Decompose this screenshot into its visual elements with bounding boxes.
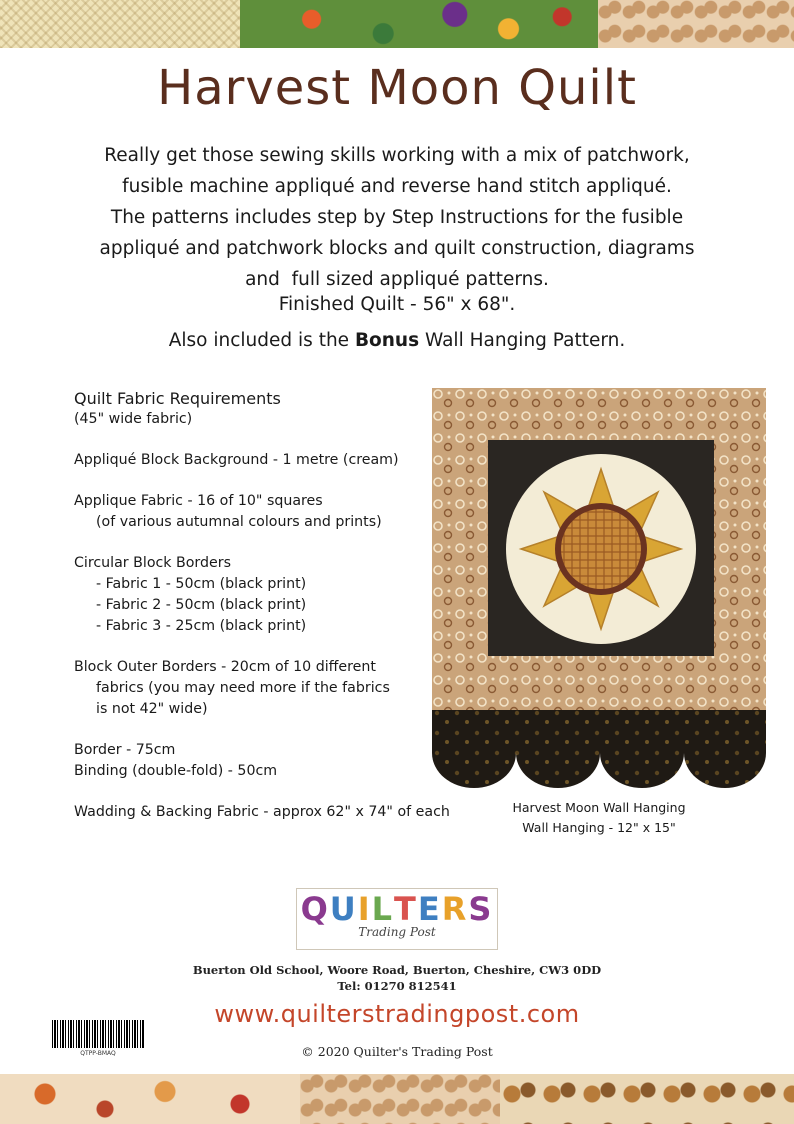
caption-size: Wall Hanging - 12" x 15" xyxy=(522,820,676,835)
autumn-floral-swatch xyxy=(0,1074,300,1124)
logo-letter: U xyxy=(329,890,358,928)
copyright: © 2020 Quilter's Trading Post xyxy=(301,1044,493,1059)
logo-letter: I xyxy=(357,890,372,928)
circular-borders-heading: Circular Block Borders xyxy=(74,555,231,571)
bonus-bold: Bonus xyxy=(354,330,420,351)
bonus-before: Also included is the xyxy=(168,330,355,351)
address-line: Buerton Old School, Woore Road, Buerton, Cheshire, CW3 0DD xyxy=(192,963,602,977)
leaf-fabric-swatch xyxy=(500,1074,794,1124)
fabric-requirements xyxy=(74,388,454,843)
logo-wordmark xyxy=(297,891,497,927)
logo-letter: E xyxy=(417,890,442,928)
outer-borders-line: fabrics (you may need more if the fabrics xyxy=(96,680,390,696)
logo-letter: L xyxy=(371,890,395,928)
intro-line: The patterns includes step by Step Instructions for the fusible xyxy=(110,207,684,228)
finished-size: Finished Quilt - 56" x 68". xyxy=(278,294,516,315)
intro-line: appliqué and patchwork blocks and quilt construction, diagrams xyxy=(99,238,695,259)
circular-item: - Fabric 1 - 50cm (black print) xyxy=(96,576,307,592)
wall-hanging-photo xyxy=(432,388,766,788)
logo-letter: T xyxy=(394,890,418,928)
circular-item: - Fabric 3 - 25cm (black print) xyxy=(96,618,307,634)
logo-letter: S xyxy=(468,890,494,928)
caption-title: Harvest Moon Wall Hanging xyxy=(512,800,686,815)
block-background-line: Appliqué Block Background - 1 metre (cream) xyxy=(74,452,399,468)
intro-line: Really get those sewing skills working with a mix of patchwork, xyxy=(104,145,690,166)
telephone: Tel: 01270 812541 xyxy=(337,979,457,993)
outer-borders-line: is not 42" wide) xyxy=(96,701,208,717)
circular-item: - Fabric 2 - 50cm (black print) xyxy=(96,597,307,613)
bonus-after: Wall Hanging Pattern. xyxy=(419,330,626,351)
paisley-fabric-swatch xyxy=(300,1074,500,1124)
logo-letter: Q xyxy=(300,890,330,928)
paisley-fabric-swatch xyxy=(598,0,794,48)
top-fabric-border xyxy=(0,0,794,48)
applique-fabric-line: Applique Fabric - 16 of 10" squares xyxy=(74,493,323,509)
applique-note: (of various autumnal colours and prints) xyxy=(96,514,382,530)
cream-fabric-swatch xyxy=(0,0,240,48)
floral-fabric-swatch xyxy=(240,0,598,48)
bonus-line xyxy=(0,330,794,351)
requirements-heading: Quilt Fabric Requirements xyxy=(74,389,281,408)
wall-hanging-caption xyxy=(432,798,766,838)
logo-subtitle: Trading Post xyxy=(358,925,436,939)
logo-letter: R xyxy=(441,890,469,928)
contact-address xyxy=(0,962,794,994)
border-line: Border - 75cm xyxy=(74,742,176,758)
quilters-logo xyxy=(296,888,498,950)
barcode-code: QTPP-BMAQ xyxy=(80,1050,116,1057)
wadding-line: Wadding & Backing Fabric - approx 62" x 74" of each xyxy=(74,804,450,820)
binding-line: Binding (double-fold) - 50cm xyxy=(74,763,278,779)
page-title: Harvest Moon Quilt xyxy=(157,60,637,116)
website-link[interactable]: www.quilterstradingpost.com xyxy=(214,1000,580,1028)
outer-borders-line: Block Outer Borders - 20cm of 10 different xyxy=(74,659,376,675)
scalloped-bottom xyxy=(432,710,766,788)
intro-paragraph xyxy=(60,140,734,295)
intro-line: fusible machine appliqué and reverse hand stitch appliqué. xyxy=(122,176,672,197)
bottom-fabric-border xyxy=(0,1074,794,1124)
requirements-subheading: (45" wide fabric) xyxy=(74,411,193,427)
sunflower-center xyxy=(561,509,641,589)
intro-line: and full sized appliqué patterns. xyxy=(245,269,549,290)
